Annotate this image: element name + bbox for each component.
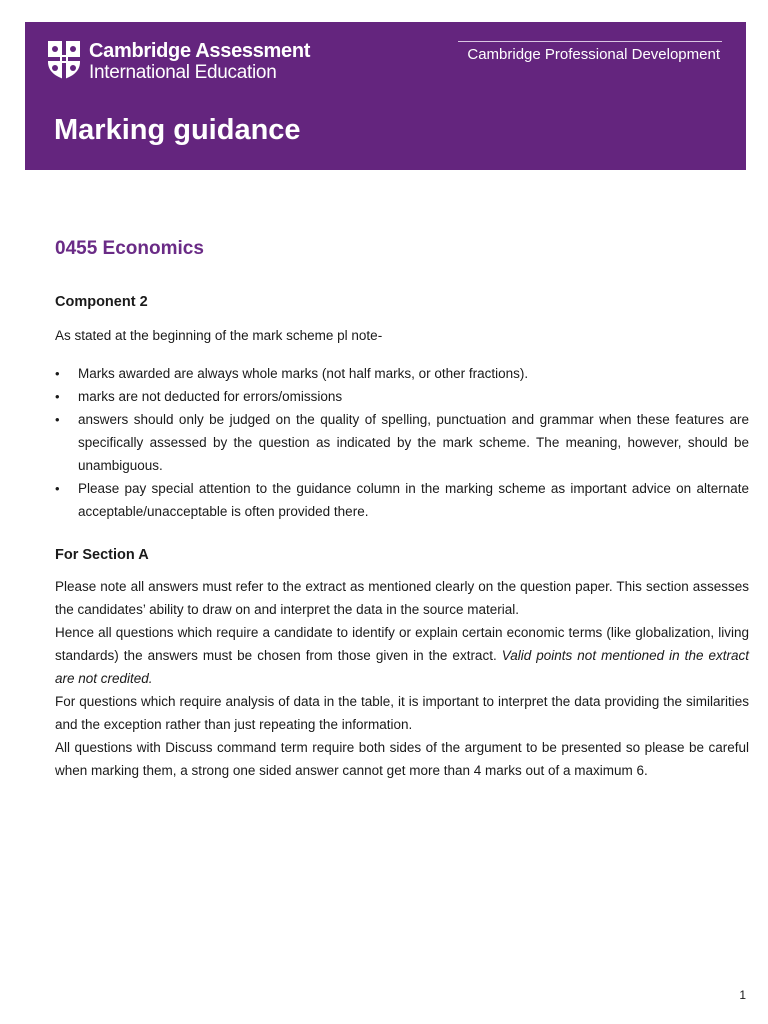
section-a-paragraph-2 [55, 621, 749, 690]
org-name-line1: Cambridge Assessment [89, 40, 311, 62]
document-body [55, 238, 749, 782]
intro-text: As stated at the beginning of the mark scheme pl note- [55, 328, 383, 343]
university-shield-icon [47, 40, 81, 80]
paragraph-text: Hence all questions which require a candidate to identify or explain certain economic terms (like globalization, living standards) the answers must be chosen from those given in the extract. [55, 625, 749, 663]
section-a-paragraph-3: For questions which require analysis of data in the table, it is important to interpret the data providing the similarities and the exception rather than just repeating the information. [55, 694, 749, 732]
header-banner [25, 22, 746, 170]
list-item: • Marks awarded are always whole marks (not half marks, or other fractions). [55, 362, 749, 385]
section-a-heading: For Section A [55, 547, 149, 563]
section-a-paragraph-1: Please note all answers must refer to the extract as mentioned clearly on the question paper. This section assesses the candidates’ ability to draw on and interpret the data in the source material. [55, 579, 749, 617]
list-item: • answers should only be judged on the quality of spelling, punctuation and grammar when these features are specifically assessed by the question as indicated by the mark scheme. The meaning, however, should be unambiguous. [55, 408, 749, 477]
org-name-line2: International Education [89, 62, 277, 83]
paragraph-emphasis: Valid points not mentioned in the extract are not credited. [55, 648, 749, 686]
guidance-list [55, 362, 749, 523]
logo [47, 40, 310, 84]
component-heading: Component 2 [55, 294, 148, 310]
header-rule [458, 41, 722, 42]
page-number: 1 [739, 988, 746, 1002]
list-item: • Please pay special attention to the guidance column in the marking scheme as important advice on alternate acceptable/unacceptable is often provided there. [55, 477, 749, 523]
page-title: Marking guidance [54, 114, 301, 146]
list-item: • marks are not deducted for errors/omissions [55, 385, 749, 408]
section-a-paragraph-4: All questions with Discuss command term require both sides of the argument to be presented so please be careful when marking them, a strong one sided answer cannot get more than 4 marks out of a maximum 6. [55, 740, 749, 778]
header-tagline: Cambridge Professional Development [467, 46, 720, 63]
subject-heading: 0455 Economics [55, 238, 204, 259]
